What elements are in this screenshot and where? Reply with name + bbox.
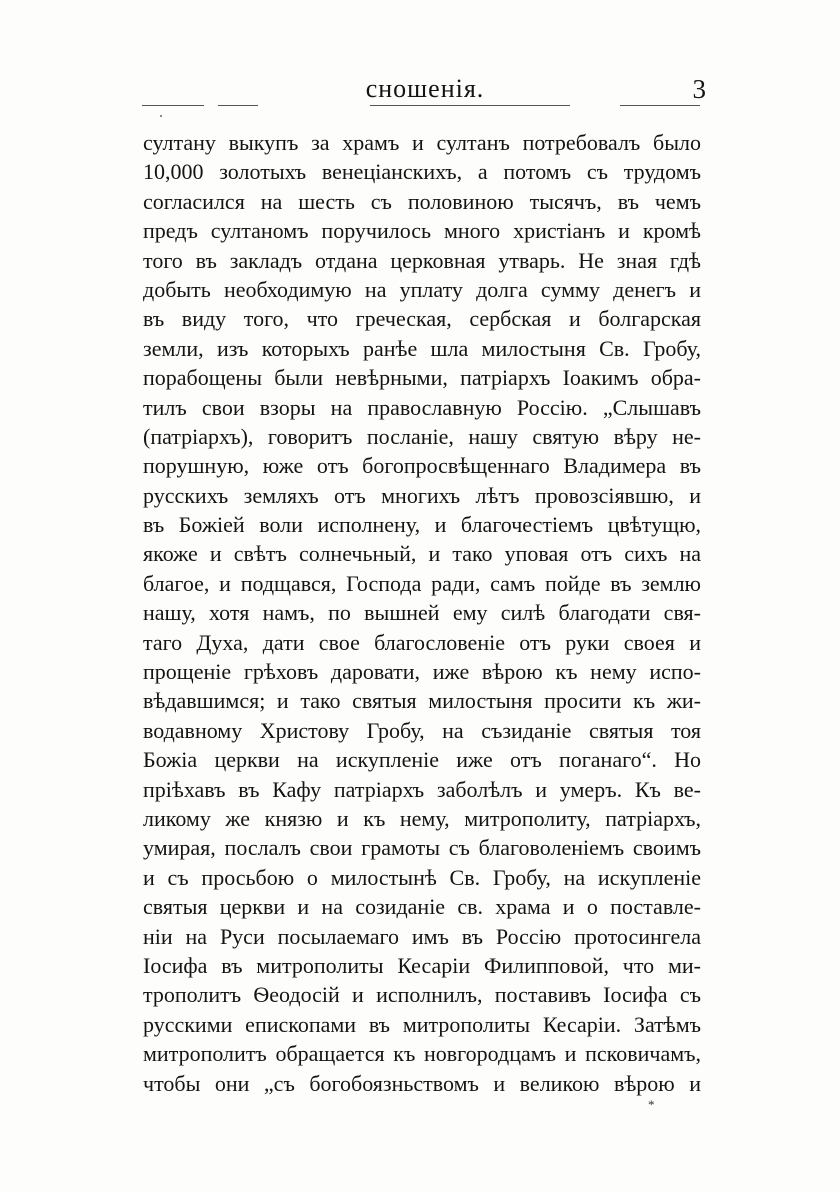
text-line: и съ просьбою о милостынѣ Св. Гробу, на искупленіе bbox=[143, 864, 701, 890]
text-line: чтобы они „съ богобоязньствомъ и великою вѣрою и bbox=[143, 1070, 701, 1096]
text-line: порушную, юже отъ богопросвѣщеннаго Владимера въ bbox=[143, 453, 701, 479]
text-line: ніи на Руси посылаемаго имъ въ Россію протосингела bbox=[143, 923, 701, 949]
text-line: Іосифа въ митрополиты Кесаріи Филипповой, что ми- bbox=[143, 952, 701, 978]
text-line: султану выкупъ за храмъ и султанъ потребовалъ было bbox=[143, 130, 701, 155]
text-line: согласился на шесть съ половиною тысячъ, въ чемъ bbox=[143, 188, 701, 214]
text-line: трополитъ Ѳеодосій и исполнилъ, поставивъ Іосифа съ bbox=[143, 982, 701, 1008]
text-line: въ Божіей воли исполнену, и благочестіемъ цвѣтущю, bbox=[143, 512, 701, 538]
text-line: предъ султаномъ поручилось много христіанъ и кромѣ bbox=[143, 218, 701, 244]
text-line: русскихъ земляхъ отъ многихъ лѣтъ провозсіявшю, и bbox=[143, 482, 701, 508]
text-line: якоже и свѣтъ солнечьный, и тако уповая отъ сихъ на bbox=[143, 541, 701, 567]
text-line: 10,000 золотыхъ венеціанскихъ, а потомъ съ трудомъ bbox=[143, 159, 701, 185]
text-line: святыя церкви и на созиданіе св. храма и о поставле- bbox=[143, 894, 701, 920]
text-line: нашу, хотя намъ, по вышней ему силѣ благодати свя- bbox=[143, 600, 701, 626]
text-line: добыть необходимую на уплату долга сумму денегъ и bbox=[143, 276, 701, 302]
text-line: водавному Христову Гробу, на съзиданіе святыя тоя bbox=[143, 717, 701, 743]
text-line: тилъ свои взоры на православную Россію. „Слышавъ bbox=[143, 394, 701, 420]
text-line: въ виду того, что греческая, сербская и болгарская bbox=[143, 306, 701, 332]
header-rule bbox=[370, 105, 570, 106]
text-line: русскими епископами въ митрополиты Кесаріи. Затѣмъ bbox=[143, 1011, 701, 1037]
ink-speck bbox=[160, 115, 162, 117]
text-line: земли, изъ которыхъ ранѣе шла милостыня Св. Гробу, bbox=[143, 335, 701, 361]
signature-mark: * bbox=[648, 1097, 655, 1112]
header-rule bbox=[142, 105, 204, 106]
text-line: благое, и подщався, Господа ради, самъ пойде въ землю bbox=[143, 570, 701, 596]
text-line: пріѣхавъ въ Кафу патріархъ заболѣлъ и умеръ. Къ ве- bbox=[143, 776, 701, 802]
text-line: того въ закладъ отдана церковная утварь. Не зная гдѣ bbox=[143, 247, 701, 273]
text-line: ликому же князю и къ нему, митрополиту, патріархъ, bbox=[143, 805, 701, 831]
text-line: умирая, послалъ свои грамоты съ благоволеніемъ своимъ bbox=[143, 835, 701, 861]
text-line: митрополитъ обращается къ новгородцамъ и псковичамъ, bbox=[143, 1041, 701, 1067]
text-line: таго Духа, дати свое благословеніе отъ руки своея и bbox=[143, 629, 701, 655]
text-line: Божіа церкви на искупленіе иже отъ поганаго“. Но bbox=[143, 747, 701, 773]
running-head bbox=[140, 74, 710, 108]
text-line: (патріархъ), говоритъ посланіе, нашу святую вѣру не- bbox=[143, 423, 701, 449]
body-text bbox=[143, 128, 701, 1098]
text-line: прощеніе грѣховъ даровати, иже вѣрою къ нему испо- bbox=[143, 659, 701, 685]
page-number: 3 bbox=[692, 74, 706, 104]
header-rule bbox=[218, 105, 258, 106]
text-line: порабощены были невѣрными, патріархъ Іоакимъ обра- bbox=[143, 365, 701, 391]
running-title: сношенія. bbox=[365, 74, 485, 103]
header-rule bbox=[620, 105, 700, 106]
text-line: вѣдавшимся; и тако святыя милостыня просити къ жи- bbox=[143, 688, 701, 714]
